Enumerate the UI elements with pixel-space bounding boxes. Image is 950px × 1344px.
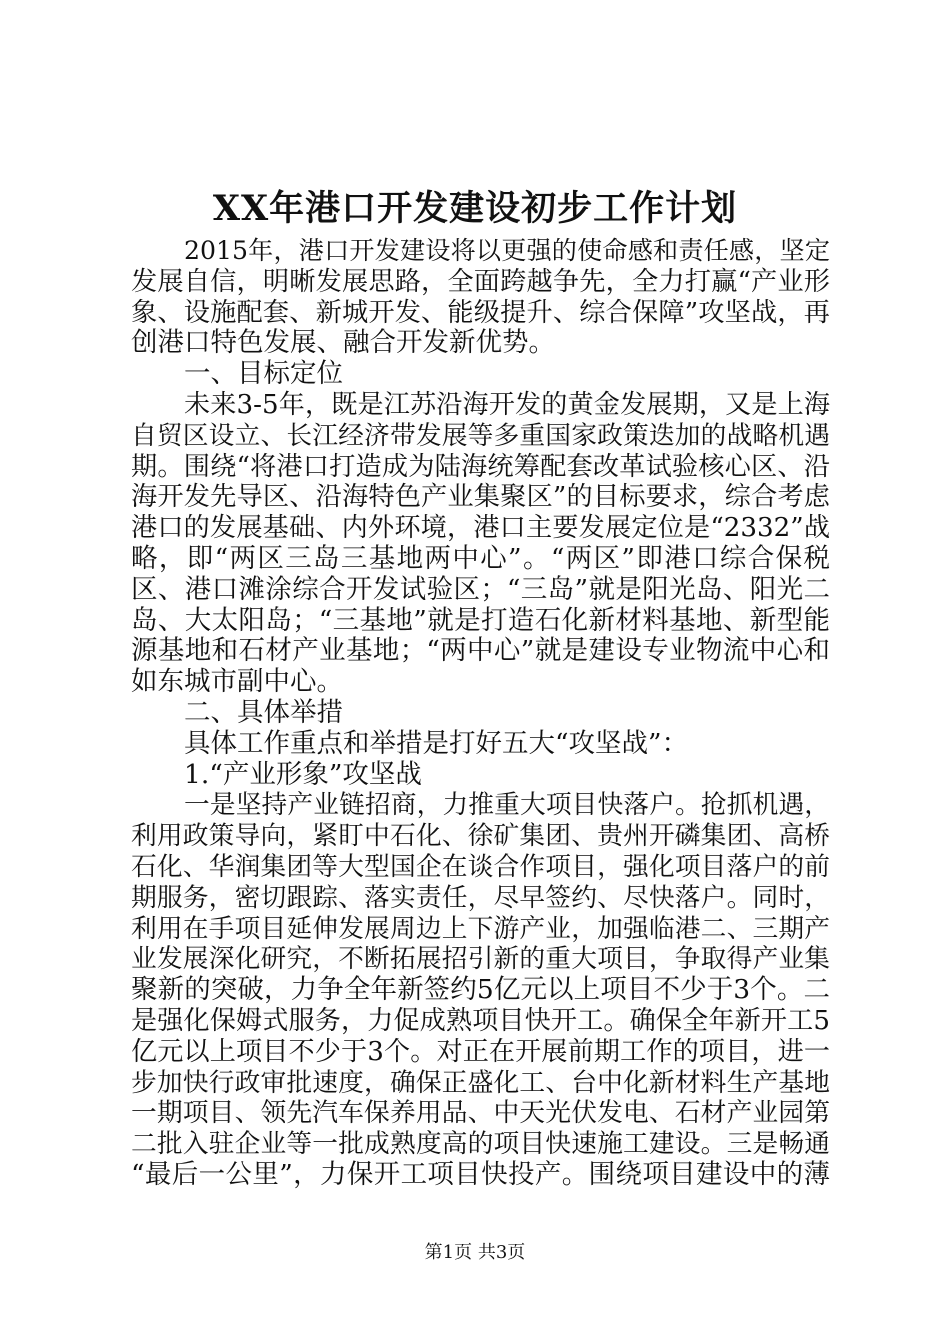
section-heading: 二、具体举措 bbox=[184, 696, 343, 728]
paragraph-line: 是强化保姆式服务，力促成熟项目快开工。确保全年新开工5 bbox=[131, 1005, 830, 1036]
paragraph-line: 象、设施配套、新城开发、能级提升、综合保障”攻坚战，再 bbox=[131, 297, 830, 328]
document-title: XX年港口开发建设初步工作计划 bbox=[212, 188, 738, 229]
paragraph-line: 港口的发展基础、内外环境，港口主要发展定位是“2332”战 bbox=[131, 513, 830, 544]
paragraph-line: 岛、大太阳岛；“三基地”就是打造石化新材料基地、新型能 bbox=[131, 604, 830, 636]
paragraph-line: “最后一公里”，力保开工项目快投产。围绕项目建设中的薄 bbox=[131, 1158, 830, 1190]
paragraph-line: 自贸区设立、长江经济带发展等多重国家政策迭加的战略机遇 bbox=[131, 420, 830, 451]
paragraph-line: 二批入驻企业等一批成熟度高的项目快速施工建设。三是畅通 bbox=[131, 1129, 830, 1160]
section-heading: 一、目标定位 bbox=[184, 358, 343, 390]
paragraph-line: 发展自信，明晰发展思路，全面跨越争先，全力打赢“产业形 bbox=[131, 266, 830, 297]
document-body bbox=[131, 236, 830, 1191]
paragraph-line: 利用在手项目延伸发展周边上下游产业，加强临港二、三期产 bbox=[131, 913, 830, 944]
paragraph-line: 期。围绕“将港口打造成为陆海统筹配套改革试验核心区、沿 bbox=[131, 451, 830, 482]
paragraph-line: 创港口特色发展、融合开发新优势。 bbox=[131, 327, 555, 359]
paragraph-line: 如东城市副中心。 bbox=[131, 666, 343, 698]
paragraph-line: 一是坚持产业链招商，力推重大项目快落户。抢抓机遇， bbox=[184, 790, 830, 821]
paragraph-line: 石化、华润集团等大型国企在谈合作项目，强化项目落户的前 bbox=[131, 851, 830, 882]
paragraph-line: 一期项目、领先汽车保养用品、中天光伏发电、石材产业园第 bbox=[131, 1098, 830, 1129]
paragraph-line: 利用政策导向，紧盯中石化、徐矿集团、贵州开磷集团、高桥 bbox=[131, 821, 830, 852]
paragraph-line: 业发展深化研究，不断拓展招引新的重大项目，争取得产业集 bbox=[131, 944, 830, 975]
paragraph-line: 海开发先导区、沿海特色产业集聚区”的目标要求，综合考虑 bbox=[131, 482, 830, 513]
paragraph-line: 区、港口滩涂综合开发试验区；“三岛”就是阳光岛、阳光二 bbox=[131, 573, 830, 605]
paragraph-line: 步加快行政审批速度，确保正盛化工、台中化新材料生产基地 bbox=[131, 1067, 830, 1098]
paragraph-line: 聚新的突破，力争全年新签约5亿元以上项目不少于3个。二 bbox=[131, 974, 830, 1006]
paragraph-line: 具体工作重点和举措是打好五大“攻坚战”： bbox=[184, 727, 689, 759]
paragraph-line: 期服务，密切跟踪、落实责任，尽早签约、尽快落户。同时， bbox=[131, 882, 830, 913]
page-footer: 第1页 共3页 bbox=[424, 1242, 526, 1263]
paragraph-line: 2015年，港口开发建设将以更强的使命感和责任感，坚定 bbox=[184, 236, 830, 265]
paragraph-line: 源基地和石材产业基地；“两中心”就是建设专业物流中心和 bbox=[131, 635, 830, 667]
paragraph-line: 略，即“两区三岛三基地两中心”。“两区”即港口综合保税 bbox=[131, 542, 830, 574]
subsection-heading: 1.“产业形象”攻坚战 bbox=[184, 758, 422, 790]
paragraph-line: 亿元以上项目不少于3个。对正在开展前期工作的项目，进一 bbox=[131, 1036, 830, 1067]
paragraph-line: 未来3-5年，既是江苏沿海开发的黄金发展期，又是上海 bbox=[184, 389, 830, 420]
